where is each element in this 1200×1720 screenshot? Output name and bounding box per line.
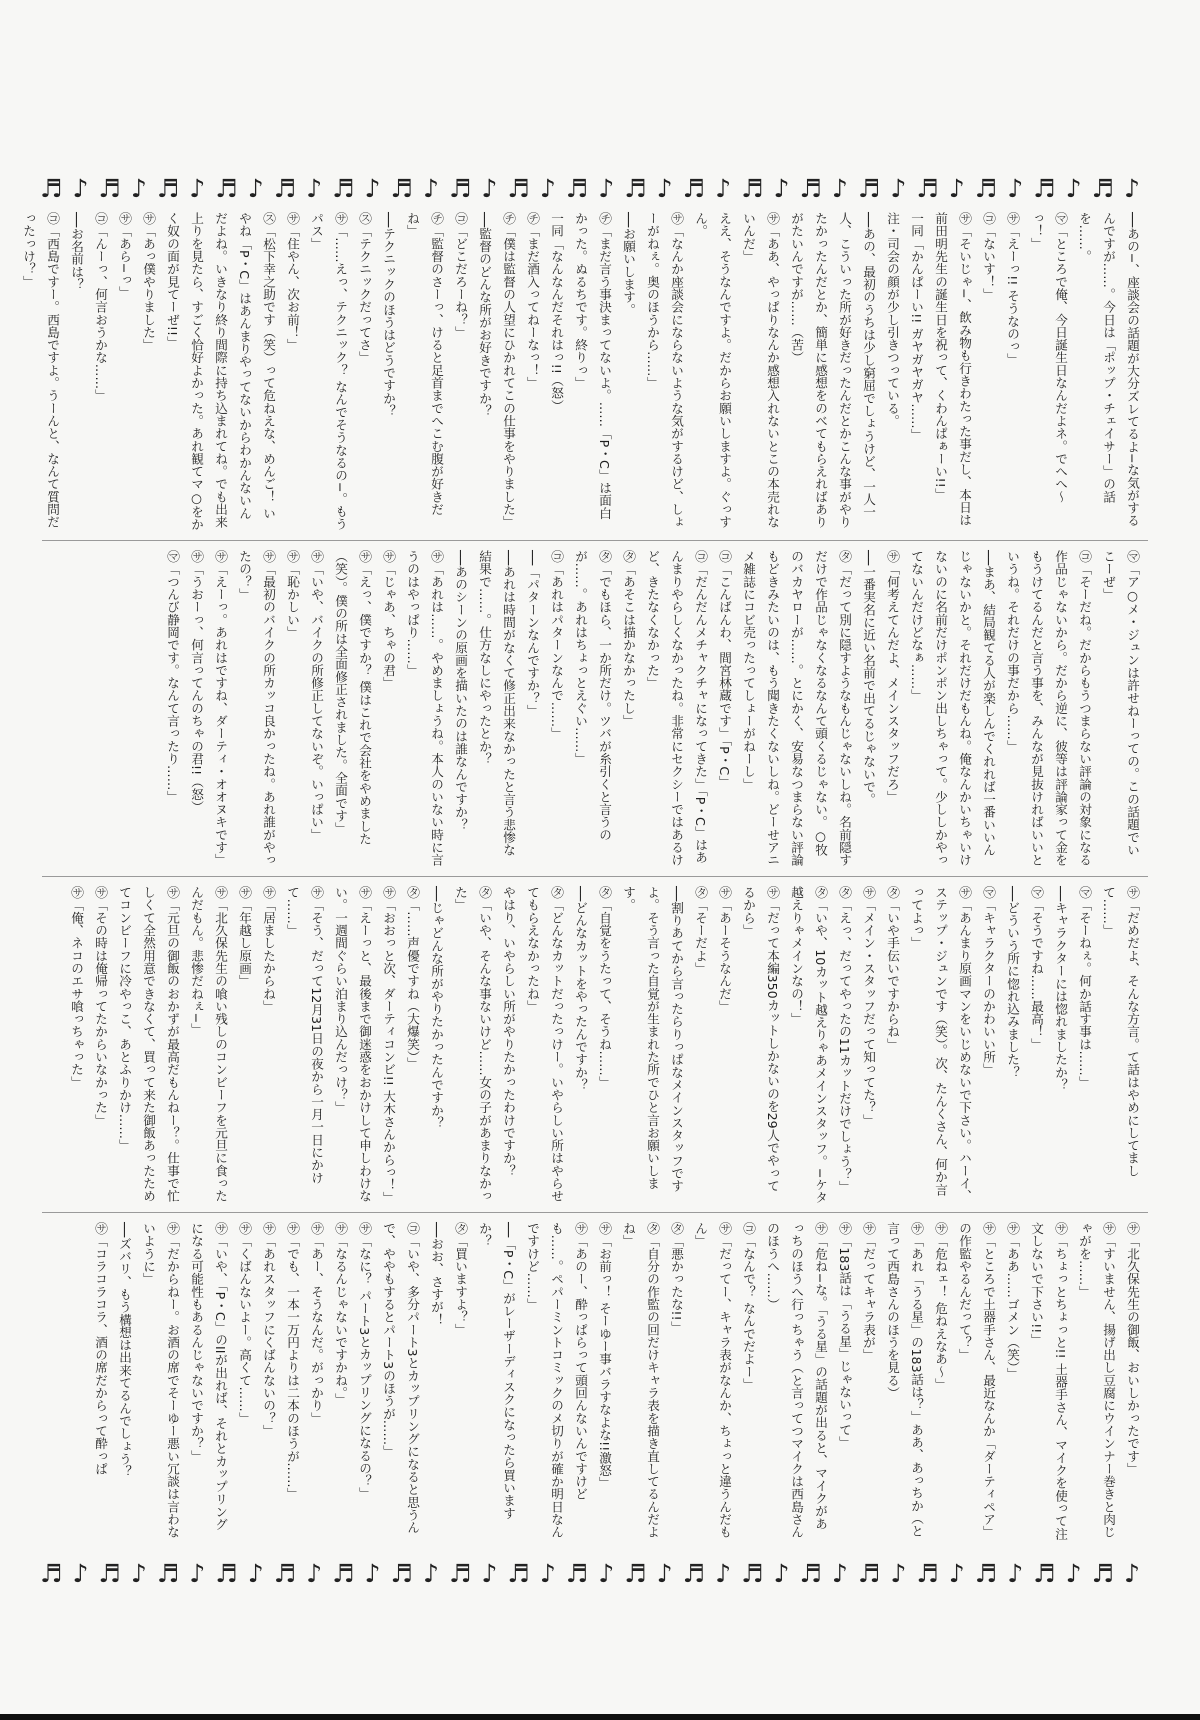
dialogue-line: ㋚「だめだよ、そんな方言。て話はやめにしてまして……」 (1101, 886, 1140, 1177)
eighth-note-icon: ♪ (1007, 173, 1024, 203)
vertical-text-column (44, 1222, 1144, 1542)
beamed-notes-icon: ♬ (156, 1558, 180, 1588)
dialogue-line: ㋟「悪かったな!!」 (669, 1222, 684, 1334)
dialogue-line: ㋚「ああ……ゴメン（笑）」 (1005, 1222, 1020, 1381)
beamed-notes-icon: ♬ (448, 1558, 472, 1588)
dialogue-line: ──割りあてから言ったらりっぱなメインスタッフですよ。そう言った自覚が生まれた所でひと言お願いします。 (621, 886, 684, 1193)
beamed-notes-icon: ♬ (741, 1558, 764, 1588)
dialogue-line: ㋚「だって本編350カットしかないのを29人でやってるから」 (741, 886, 780, 1192)
dialogue-line: ㋚「なに？ パート3とカップリングになるの？」 (357, 1222, 372, 1500)
beamed-notes-icon: ♬ (741, 173, 764, 203)
dialogue-line: ㋚「いや、バイクの所修正してないぞ。いっぱい」 (309, 550, 324, 841)
vertical-text-column (44, 550, 1144, 868)
dialogue-line: ㋚「だってー、キャラ表がなんか、ちょっと違うんだもん」 (693, 1222, 732, 1539)
dialogue-line: ㋚「北久保先生の喰い残しのコンビーフを元旦に食ったんだもん。悲惨だねぇ−」 (189, 886, 228, 1203)
eighth-note-icon: ♪ (831, 173, 848, 203)
dialogue-line: ──「P・C」がレーザーディスクになったら買いますか？ (477, 1222, 516, 1520)
dialogue-line: ㋚「元旦の御飯のおかずが最高だもんねー？。仕事で忙しくて全然用意できなくて、買って来た御飯あったためてコンビーフに冷やっこ、あとふりかけ……」 (117, 886, 180, 1203)
dialogue-line: ㋟「だって別に隠すようなもんじゃないしね。名前隠すだけで作品じゃなくなるなんて頭くるじゃない。○牧のバカヤローが……。とにかく、安易なつまらない評論もどきみたいのは、もう聞きたくないしね。どーせアニメ雑誌にコビ売ったってしょーがねーし」 (741, 550, 852, 867)
dialogue-line: ㋚「北久保先生の御飯、おいしかったです」 (1125, 1222, 1140, 1475)
dialogue-line: ㋚「住やん、次お前！」 (285, 212, 300, 352)
dialogue-line: ㋠「監督のさーっ、けると足首までへこむ腹が好きだね」 (405, 212, 444, 516)
beamed-notes-icon: ♬ (390, 1558, 413, 1588)
dialogue-line: ㋠「まだ言う事決まってないよ。……「P・C」は面白かった。ぬるちです。終りっ」 (573, 212, 612, 520)
dialogue-line: ㋚「あのー、酔っぱらって頭回んないんですけども……。ペパーミントコミックのメ切りが確か明日なんですけど……」 (525, 1222, 588, 1539)
dialogue-line: ㋚「あれスタッフにくばんないの？」 (261, 1222, 276, 1438)
dialogue-line: ㋙「なんで？ なんでだよー」 (741, 1222, 756, 1391)
eighth-note-icon: ♪ (656, 173, 673, 203)
eighth-note-icon: ♪ (715, 173, 732, 203)
dialogue-line: ㋚「コラコラコラ、酒の席だからって酔っぱ (93, 1222, 108, 1475)
dialogue-line: ㋚「何考えてんだよ、メインスタッフだろ」 (885, 550, 900, 803)
music-notes-border-bottom (40, 1555, 1140, 1591)
dialogue-line: ㋟「……声優ですね（大爆笑）」 (405, 886, 420, 1070)
dialogue-line: やはり、いやらしい所がやりたかったわけですか？ (501, 886, 516, 1177)
dialogue-line: ㋚「なるんじゃないですかね。」 (333, 1222, 348, 1406)
beamed-notes-icon: ♬ (682, 1558, 706, 1588)
dialogue-line: ㋟「あそこは描かなかったし」 (621, 550, 636, 728)
dialogue-line: ㋙「あれはパターンなんで……」 (549, 550, 564, 740)
dialogue-line: ㋟「自分の作監の回だけキャラ表を描き直してるんだよね」 (621, 1222, 660, 1539)
beamed-notes-icon: ♬ (273, 1558, 297, 1588)
beamed-notes-icon: ♬ (156, 173, 180, 203)
dialogue-line: ㋚「最初のバイクの所カッコ良かったね。あれ誰がやったの？」 (237, 550, 276, 867)
dialogue-line: ㋙「西島ですー。西島ですよ。うーんと、なんて質問だったっけ？」 (21, 212, 60, 529)
dialogue-line: ㋮「ア○メ・ジュンは許せねーっての。この話題でいこーぜ」 (1101, 550, 1140, 856)
text-band-2 (44, 550, 1144, 868)
music-notes-border-top (40, 170, 1140, 206)
dialogue-line: ──おお、さすが！ (429, 1222, 444, 1326)
dialogue-line: ㋚「ちょっとちょっと!! 土器手さん、マイクを使って注文しないで下さい!!」 (1029, 1222, 1068, 1540)
dialogue-line: ㋚「あら−っ」 (117, 212, 132, 299)
dialogue-line: 一同「なんなんだそれはっ!!（怒） (549, 212, 564, 412)
eighth-note-icon: ♪ (773, 1558, 790, 1588)
dialogue-line: ㋮「そーねぇ。何か話す事は……」 (1077, 886, 1092, 1089)
beamed-notes-icon: ♬ (1091, 173, 1115, 203)
dialogue-line: ㋚「でも、一本一万円よりは二本のほうが……」 (285, 1222, 300, 1501)
eighth-note-icon: ♪ (247, 173, 264, 203)
dialogue-line: ㋠「まだ酒入ってねーなっ！」 (525, 212, 540, 390)
beamed-notes-icon: ♬ (1033, 1558, 1056, 1588)
dialogue-line: ㋟「そーだよ」 (693, 886, 708, 975)
dialogue-line: ──あの、最初のうちは少し窮屈でしょうけど、一人一人、こういった所が好きだったんだとかこんな事がやりたかったんだとか、簡単に感想をのべてもらえればありがたいんですが……（苦） (789, 212, 876, 529)
dialogue-line: ㋙「いや、多分パート3とカップリングになると思うんで、ややもするとパート3のほうが……」 (381, 1222, 420, 1534)
dialogue-line: ──「パターンなんですか？」 (525, 550, 540, 718)
eighth-note-icon: ♪ (948, 1558, 965, 1588)
beamed-notes-icon: ♬ (916, 173, 939, 203)
dialogue-line: ㋚「年越し原画」 (237, 886, 252, 988)
eighth-note-icon: ♪ (189, 173, 206, 203)
dialogue-line: ㋚「メイン・スタッフだって知ってた？」 (861, 886, 876, 1127)
beamed-notes-icon: ♬ (624, 173, 647, 203)
dialogue-line: ㋙「そーだね。だからもうつまらない評論の対象になる作品じゃないから。だから逆に、彼等は評論家って金をもうけてるんだと言う事を、みんなが見抜ければいいというね。それだけの事だから……」 (1005, 550, 1092, 867)
dialogue-line: ──ズバリ、もう構想は出来てるんでしょう？ (117, 1222, 132, 1478)
scan-edge (0, 1714, 1200, 1720)
beamed-notes-icon: ♬ (857, 173, 881, 203)
dialogue-line: ㋟「買いますよ？」 (453, 1222, 468, 1336)
divider-line (42, 876, 1148, 877)
dialogue-line: ㋚「そいじゃ−、飲み物も行きわたった事だし、本日は前田明先生の誕生日を祝って、くわんぱぁーい!!」 (933, 212, 972, 527)
dialogue-line: ㋚「あれ「うる星」の183話は？」ああ、あっちか（と言って西島さんのほうを見る） (885, 1222, 924, 1538)
dialogue-line: ──どんなカットをやったんですか？ (573, 886, 588, 1092)
dialogue-line: ㋟「えっ、だってやったの11カットだけでしょう？」 (837, 886, 852, 1194)
vertical-text-column (44, 886, 1144, 1204)
eighth-note-icon: ♪ (948, 173, 965, 203)
beamed-notes-icon: ♬ (448, 173, 472, 203)
dialogue-line: ㋚「だからねー。お酒の席でそーゆー悪い冗談は言わないように」 (141, 1222, 180, 1539)
eighth-note-icon: ♪ (656, 1558, 673, 1588)
beamed-notes-icon: ♬ (565, 173, 589, 203)
dialogue-line: ㋚「危ね−な。「うる星」の話題が出ると、マイクがあっちのほうへ行っちゃう（と言ってつマイクは西島さんのほうへ……） (765, 1222, 828, 1539)
dialogue-line: ㋚「お前っ！ そーゆー事バラすなよな!!激怒」 (597, 1222, 612, 1490)
dialogue-line: ──どういう所に惚れ込みました？ (1005, 886, 1020, 1079)
eighth-note-icon: ♪ (1124, 173, 1140, 203)
beamed-notes-icon: ♬ (507, 173, 530, 203)
text-band-4 (44, 1222, 1144, 1542)
dialogue-line: ㋚「恥かしい」 (285, 550, 300, 639)
dialogue-line: ㋚「じゃあ、ちゃの君」 (381, 550, 396, 690)
dialogue-line: ㋟「いや、そんな事ないけど……女の子があまりなかった」 (453, 886, 492, 1203)
eighth-note-icon: ♪ (364, 1558, 381, 1588)
beamed-notes-icon: ♬ (40, 1558, 63, 1588)
dialogue-line: ㋟「どんなカットだったっけー。いやらしい所はやらせてもらえなかったね」 (525, 886, 564, 1203)
eighth-note-icon: ♪ (1124, 1558, 1140, 1588)
dialogue-line: ㋙「どこだろーね？」 (453, 212, 468, 339)
text-band-3 (44, 886, 1144, 1204)
eighth-note-icon: ♪ (422, 1558, 439, 1588)
dialogue-line: ㋮「つんび静岡です。なんて言ったり……」 (165, 550, 180, 803)
dialogue-line: ㋟「いや手伝いですからね」 (885, 886, 900, 1051)
eighth-note-icon: ♪ (1007, 1558, 1024, 1588)
dialogue-line: ㋚「……えっ、テクニック？ なんでそうなるの−。もうパス」 (309, 212, 348, 531)
beamed-notes-icon: ♬ (215, 173, 238, 203)
eighth-note-icon: ♪ (890, 173, 907, 203)
dialogue-line: ──一番実名に近い名前で出てるじゃないで。 (861, 550, 876, 806)
dialogue-line: ㋚「あー、そうなんだ。がっかり」 (309, 1222, 324, 1425)
beamed-notes-icon: ♬ (332, 173, 355, 203)
text-band-1 (21, 212, 1144, 532)
dialogue-line: ㋚「えーっ!! そうなのっ」 (1005, 212, 1020, 366)
dialogue-line: 一同「かんぱーい!! ガヤガヤガヤ……」 (909, 212, 924, 442)
eighth-note-icon: ♪ (1065, 173, 1082, 203)
dialogue-line: ──じゃどんな所がやりたかったんですか？ (429, 886, 444, 1129)
dialogue-line: ──テクニックのほうはどうですか？ (381, 212, 396, 418)
dialogue-line: ──お願いします。 (621, 212, 636, 316)
eighth-note-icon: ♪ (598, 173, 615, 203)
beamed-notes-icon: ♬ (40, 173, 63, 203)
beamed-notes-icon: ♬ (565, 1558, 589, 1588)
dialogue-line: ㋚「ああ、やっぱりなんか感想入れないとこの本売れないんだ」 (741, 212, 780, 529)
beamed-notes-icon: ♬ (273, 173, 297, 203)
dialogue-line: ──監督のどんな所がお好きですか？ (477, 212, 492, 418)
dialogue-line: ㋚「あんまり原画マンをいじめないで下さい。ハーイ、ステップ・ジュンです（笑）。次、たんくさん、何か言ってよっ」 (909, 886, 972, 1203)
dialogue-line: ㋚「なんか座談会にならないような気がするけど、しょーがねぇ。奥のほうから……」 (645, 212, 684, 529)
eighth-note-icon: ♪ (715, 1558, 732, 1588)
dialogue-line: ㋟「自覚をうたって、そうね……」 (597, 886, 612, 1089)
eighth-note-icon: ♪ (422, 173, 439, 203)
dialogue-line: ㋠「僕は監督の人望にひかれてこの仕事をやりました」 (501, 212, 516, 529)
dialogue-line: ──お名前は？ (69, 212, 84, 291)
beamed-notes-icon: ♬ (682, 173, 706, 203)
dialogue-line: ㋚「おおっと次、ダーティコンビ!! 大木さんからっ！」 (381, 886, 396, 1204)
eighth-note-icon: ♪ (598, 1558, 615, 1588)
beamed-notes-icon: ♬ (98, 1558, 121, 1588)
dialogue-line: ㋟「いや、10カット越えりゃあメインスタッフ。−ケタ越えりゃメインなの！」 (789, 886, 828, 1204)
dialogue-line: ──まあ、結局観てる人が楽しんでくれれば一番いいんじゃないかと。それだけだもんね。俺なんかいちゃいけないのに名前だけポンポン出しちゃって。少ししかやってないんだけどなぁ……」 (909, 550, 996, 867)
divider-line (42, 1212, 1148, 1213)
eighth-note-icon: ♪ (831, 1558, 848, 1588)
dialogue-line: ㋚「そう、だって12月31日の夜から一月一日にかけて……」 (285, 886, 324, 1184)
dialogue-line: 注・司会の顔が少し引きつっている。 (885, 212, 900, 428)
dialogue-line: ㋚「えーっ。あれはですね、ダーティ・オオヌキです」 (213, 550, 228, 867)
eighth-note-icon: ♪ (539, 1558, 556, 1588)
beamed-notes-icon: ♬ (215, 1558, 238, 1588)
dialogue-line: ㋜「テクニックだってさ」 (357, 212, 372, 364)
dialogue-line: ──あのシーンの原画を描いたのは誰なんですか？ (453, 550, 468, 831)
beamed-notes-icon: ♬ (507, 1558, 530, 1588)
dialogue-line: ㋚「危ねェ！ 危ねえなあ〜」 (933, 1222, 948, 1391)
dialogue-line: ㋚「183話は「うる星」じゃないって」 (837, 1222, 852, 1449)
beamed-notes-icon: ♬ (857, 1558, 881, 1588)
dialogue-line: ㋚「ところで土器手さん、最近なんか「ダーティペア」の作監やるんだって？」 (957, 1222, 996, 1539)
dialogue-line: ㋙「ないす！」 (981, 212, 996, 301)
dialogue-line: ㋙「んーっ、何言おうかな……」 (93, 212, 108, 402)
beamed-notes-icon: ♬ (332, 1558, 355, 1588)
beamed-notes-icon: ♬ (974, 1558, 998, 1588)
dialogue-line: ㋚「えっ、僕ですか？ 僕はこれで会社をやめました（笑）。僕の所は全面修正されました。全面です」 (333, 550, 372, 846)
dialogue-line: ──あの−、座談会の話題が大分ズレてるよ−な気がするんですが……。今日は「ポップ・チェイサー」の話を……。 (1077, 212, 1140, 527)
dialogue-line: ㋚「あれは……。やめましょうね。本人のいない時に言うのはやっぱり……」 (405, 550, 444, 867)
eighth-note-icon: ♪ (306, 1558, 323, 1588)
dialogue-line: ──あれは時間がなくて修正出来なかったと言う悲惨な結果で……。仕方なしにやったとか？ (477, 550, 516, 857)
dialogue-line: ㋚「その時は俺帰ってたからいなかった」 (93, 886, 108, 1127)
dialogue-line: ㋚「あっ僕やりました」 (141, 212, 156, 352)
dialogue-line: ──キャラクターには惚れましたか？ (1053, 886, 1068, 1092)
vertical-text-column (21, 212, 1144, 532)
dialogue-line: ㋙「こんばんわ、間宮林蔵です」「P・C」 (717, 550, 732, 788)
dialogue-line: ええ、そうなんですよ。だからお願いしますよ。ぐっすん。 (693, 212, 732, 529)
beamed-notes-icon: ♬ (1033, 173, 1056, 203)
eighth-note-icon: ♪ (72, 1558, 89, 1588)
dialogue-line: ㋮「ところで俺、今日誕生日なんだよネ。でへへ〜っ！」 (1029, 212, 1068, 503)
eighth-note-icon: ♪ (1065, 1558, 1082, 1588)
eighth-note-icon: ♪ (481, 1558, 498, 1588)
dialogue-line: ㋮「そうですね……最高！」 (1029, 886, 1044, 1051)
dialogue-line: ㋚「だってキャラ表が」 (861, 1222, 876, 1362)
beamed-notes-icon: ♬ (799, 1558, 822, 1588)
dialogue-line: ㋚「居ましたからね」 (261, 886, 276, 1013)
beamed-notes-icon: ♬ (799, 173, 822, 203)
dialogue-line: ㋚「えーっと、最後まで御迷惑をおかけして申しわけない。一週間ぐらい泊まり込んだっけ？」 (333, 886, 372, 1203)
dialogue-line: ㋚「俺、ネコのエサ喰っちゃった」 (69, 886, 84, 1089)
eighth-note-icon: ♪ (364, 173, 381, 203)
dialogue-line: ㋮「キャラクターのかわいい所」 (981, 886, 996, 1076)
dialogue-line: ㋟「でもほら、一か所だけ。ツバが糸引くと言うのが……。あれはちょっとえぐい……」 (573, 550, 612, 841)
dialogue-line: ㋚「くばんないよー。高くて……」 (237, 1222, 252, 1425)
dialogue-line: ㋚「すいません、揚げ出し豆腐にウインナー巻きと肉じゃがを……」 (1077, 1222, 1116, 1539)
beamed-notes-icon: ♬ (390, 173, 413, 203)
eighth-note-icon: ♪ (773, 173, 790, 203)
eighth-note-icon: ♪ (890, 1558, 907, 1588)
dialogue-line: ㋙「だんだんメチャクチャになってきた」「P・C」はあんまりやらしくなかったね。非常にセクシーではあるけど、きたなくなかった」 (645, 550, 708, 867)
beamed-notes-icon: ♬ (974, 173, 998, 203)
eighth-note-icon: ♪ (189, 1558, 206, 1588)
eighth-note-icon: ♪ (539, 173, 556, 203)
dialogue-line: ㋚「いや、「P・C」のIIが出れば、それとカップリングになる可能性もあるんじゃないですか？」 (189, 1222, 228, 1531)
eighth-note-icon: ♪ (72, 173, 89, 203)
beamed-notes-icon: ♬ (1091, 1558, 1115, 1588)
eighth-note-icon: ♪ (130, 1558, 147, 1588)
eighth-note-icon: ♪ (130, 173, 147, 203)
dialogue-line: ㋚「あーそうなんだ」 (717, 886, 732, 1013)
beamed-notes-icon: ♬ (98, 173, 121, 203)
eighth-note-icon: ♪ (306, 173, 323, 203)
dialogue-line: ㋜「松下幸之助です（笑）って危ねえな、めんご！ いやね「P・C」はあんまりやってないからわかんないんだよね。いきなり終り間際に持ち込まれてね。でも出来上りを見たら、すごく恰好よかった。あれ観てマ○をかく奴の面が見てーぜ!!」 (165, 212, 276, 531)
eighth-note-icon: ♪ (247, 1558, 264, 1588)
divider-line (42, 540, 1148, 541)
beamed-notes-icon: ♬ (624, 1558, 647, 1588)
eighth-note-icon: ♪ (481, 173, 498, 203)
dialogue-line: ㋚「うおーっ、何言ってんのちゃの君!!（怒） (189, 550, 204, 814)
beamed-notes-icon: ♬ (916, 1558, 939, 1588)
